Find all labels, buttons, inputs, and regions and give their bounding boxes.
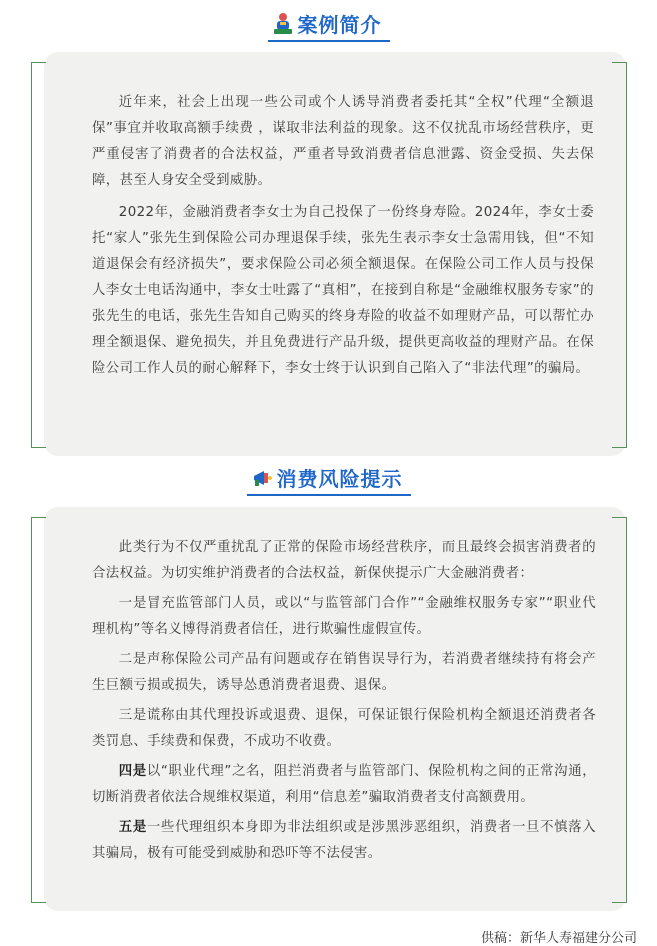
risk-item-text: 谎称由其代理投诉或退费、退保，可保证银行保险机构全额退还消费者各类罚息、手续费和保费，不成功不收费。 [92, 708, 596, 749]
risk-item [92, 759, 596, 811]
case-intro-card [44, 52, 626, 456]
right-bracket [612, 62, 627, 448]
right-bracket [612, 517, 627, 903]
risk-item [92, 591, 596, 643]
case-paragraph: 近年来，社会上出现一些公司或个人诱导消费者委托其“全权”代理“全额退保”事宜并收取高额手续费 ，谋取非法利益的现象。这不仅扰乱市场经营秩序，更严重侵害了消费者的合法权益，严重者导致消费者信息泄露、资金受损、失去保障，甚至人身安全受到威胁。 [92, 95, 594, 188]
left-bracket [31, 62, 46, 448]
risk-item-text: 一些代理组织本身即为非法组织或是涉黑涉恶组织，消费者一旦不慎落入其骗局，极有可能受到威胁和恐吓等不法侵害。 [92, 820, 596, 861]
person-icon [272, 12, 294, 36]
risk-item-lead: 二是 [118, 652, 147, 667]
risk-item [92, 647, 596, 699]
risk-item-lead: 一是 [118, 596, 148, 611]
section-title-risk-tips [0, 462, 657, 496]
left-bracket [31, 517, 46, 903]
risk-item [92, 815, 596, 867]
source-credit: 供稿：新华人寿福建分公司 [480, 931, 637, 946]
risk-item-text: 以“职业代理”之名，阻拦消费者与监管部门、保险机构之间的正常沟通，切断消费者依法合规维权渠道，利用“信息差”骗取消费者支付高额费用。 [92, 764, 596, 805]
risk-intro: 此类行为不仅严重扰乱了正常的保险市场经营秩序，而且最终会损害消费者的合法权益。为切实维护消费者的合法权益，新保侠提示广大金融消费者： [92, 540, 596, 581]
risk-item-text: 声称保险公司产品有问题或存在销售误导行为，若消费者继续持有将会产生巨额亏损或损失，诱导怂恿消费者退费、退保。 [92, 652, 596, 693]
section-title-case-intro [0, 8, 657, 42]
section-title-text: 案例简介 [297, 13, 382, 37]
risk-item-lead: 三是 [118, 708, 147, 723]
risk-item-lead: 五是 [118, 820, 147, 835]
section-title-text: 消费风险提示 [276, 467, 403, 491]
case-paragraph: 2022年，金融消费者李女士为自己投保了一份终身寿险。2024年，李女士委托“家人”张先生到保险公司办理退保手续，张先生表示李女士急需用钱，但“不知道退保会有经济损失”，要求保险公司必须全额退保。在保险公司工作人员与投保人李女士电话沟通中，李女士吐露了“真相”，在接到自称是“金融维权服务专家”的张先生的电话，张先生告知自己购买的终身寿险的收益不如理财产品，可以帮忙办理全额退保、避免损失，并且免费进行产品升级，提供更高收益的理财产品。在保险公司工作人员的耐心解释下，李女士终于认识到自己陷入了“非法代理”的骗局。 [92, 205, 594, 376]
risk-tips-card [44, 507, 626, 911]
risk-item-lead: 四是 [118, 764, 147, 779]
risk-item-text: 冒充监管部门人员，或以“与监管部门合作”“金融维权服务专家”“职业代理机构”等名义博得消费者信任，进行欺骗性虚假宣传。 [92, 596, 596, 637]
risk-item [92, 703, 596, 755]
megaphone-icon [251, 466, 273, 490]
